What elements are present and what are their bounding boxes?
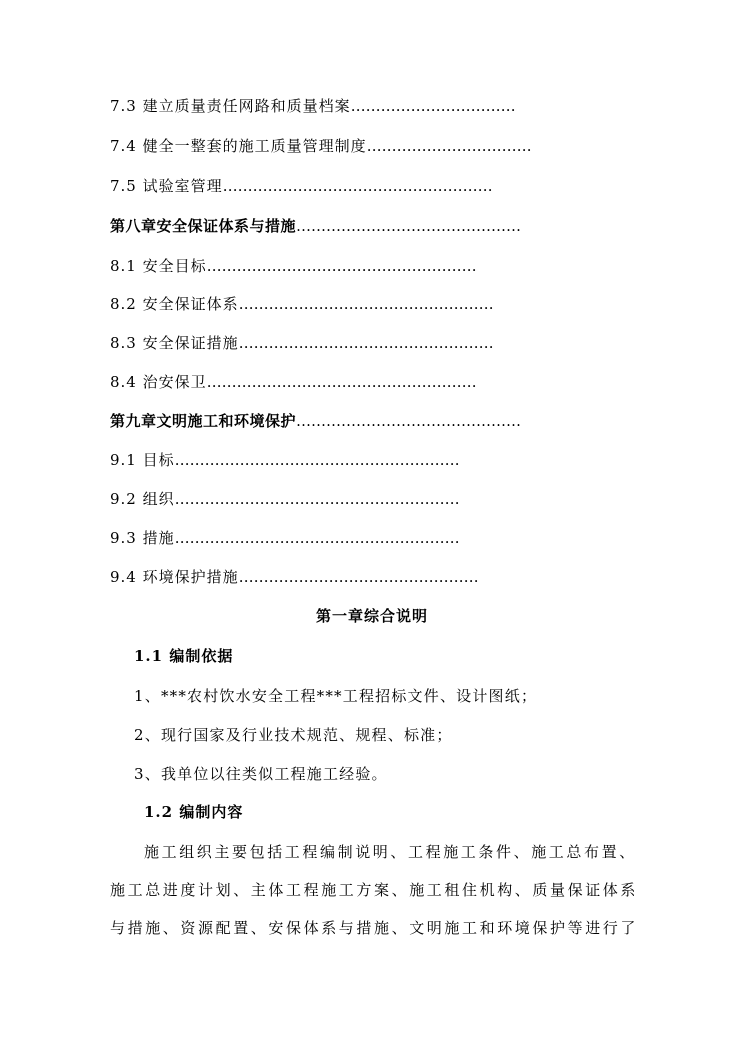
toc-entry-9-3[interactable] [110,528,460,548]
toc-leader: ……………………………………………… [206,257,477,275]
toc-entry-title: 9.4 环境保护措施 [110,568,239,586]
toc-leader: ………………………………………………… [174,529,460,547]
toc-leader: ………………………………………………… [174,490,460,508]
basis-item-2: 2、现行国家及行业技术规范、规程、标准； [134,726,453,744]
toc-entry-title: 8.3 安全保证措施 [110,334,239,352]
basis-item-3: 3、我单位以往类似工程施工经验。 [134,765,388,783]
toc-entry-title: 7.5 试验室管理 [110,177,223,195]
toc-leader: …………………………………………… [238,295,494,313]
paragraph-line-1: 施工组织主要包括工程编制说明、工程施工条件、施工总布置、 [144,843,637,861]
toc-entry-8-1[interactable] [110,256,477,276]
toc-entry-title: 7.4 健全一整套的施工质量管理制度 [110,137,367,155]
section-heading-1-1: 1.1 编制依据 [134,647,234,665]
toc-leader: ……………………………………………… [206,373,477,391]
toc-leader: …………………………… [350,97,516,115]
paragraph-line-3: 与措施、资源配置、安保体系与措施、文明施工和环境保护等进行了 [110,919,639,937]
toc-entry-7-3[interactable] [110,96,516,116]
toc-entry-7-4[interactable] [110,136,532,156]
toc-entry-title: 第八章安全保证体系与措施 [110,217,297,235]
toc-leader: ……………………………………… [296,217,522,235]
toc-entry-9-4[interactable] [110,567,479,587]
paragraph-line-2: 施工总进度计划、主体工程施工方案、施工租住机构、质量保证体系 [110,881,639,899]
toc-entry-title: 8.4 治安保卫 [110,373,207,391]
toc-leader: ………………………………………………… [174,451,460,469]
toc-entry-8-2[interactable] [110,294,494,314]
toc-entry-title: 8.1 安全目标 [110,257,207,275]
toc-entry-title: 7.3 建立质量责任网路和质量档案 [110,97,351,115]
toc-entry-8-4[interactable] [110,372,477,392]
toc-leader: ………………………………………… [238,568,479,586]
chapter-title: 第一章综合说明 [315,607,428,625]
toc-entry-9-2[interactable] [110,489,460,509]
toc-leader: …………………………………………… [238,334,494,352]
toc-entry-title: 8.2 安全保证体系 [110,295,239,313]
toc-entry-chapter-8[interactable] [110,216,521,236]
section-heading-1-2: 1.2 编制内容 [144,803,244,821]
toc-leader: ……………………………………… [296,412,522,430]
toc-leader: …………………………… [366,137,532,155]
toc-entry-title: 9.2 组织 [110,490,175,508]
basis-item-1: 1、***农村饮水安全工程***工程招标文件、设计图纸； [134,687,538,705]
toc-entry-title: 第九章文明施工和环境保护 [110,412,297,430]
toc-entry-8-3[interactable] [110,333,494,353]
toc-entry-9-1[interactable] [110,450,460,470]
toc-entry-chapter-9[interactable] [110,411,521,431]
toc-leader: ……………………………………………… [222,177,493,195]
toc-entry-title: 9.1 目标 [110,451,175,469]
toc-entry-title: 9.3 措施 [110,529,175,547]
toc-entry-7-5[interactable] [110,176,493,196]
